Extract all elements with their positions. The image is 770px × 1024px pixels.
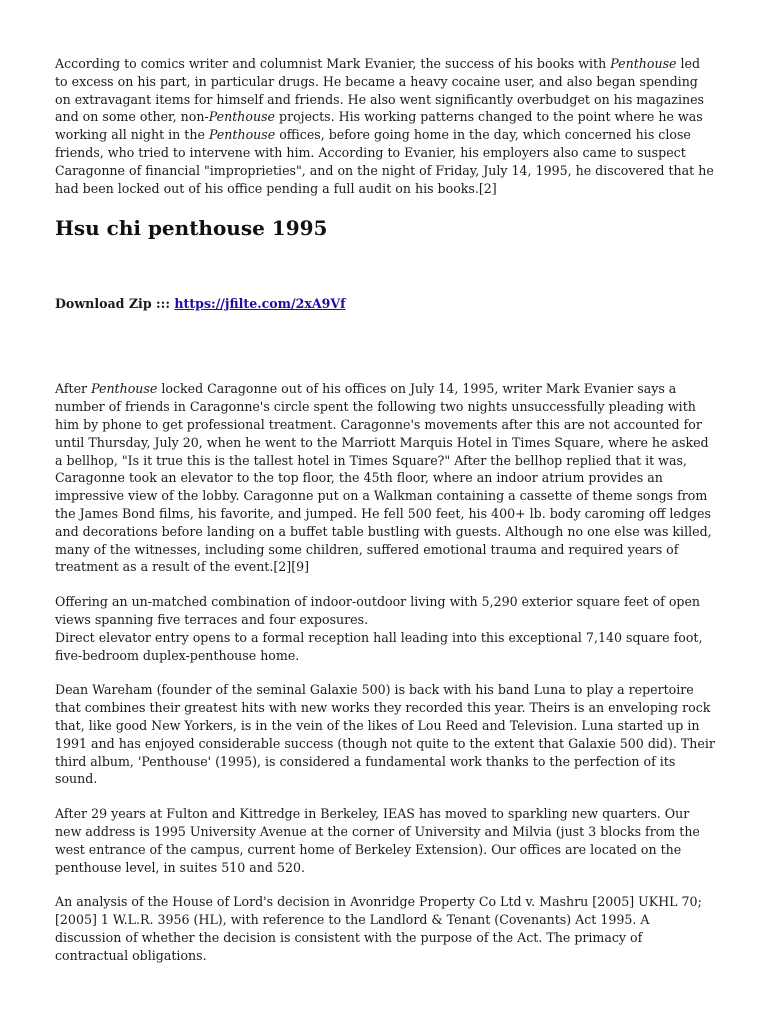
download-link[interactable]: https://jfilte.com/2xA9Vf bbox=[174, 296, 346, 312]
paragraph-caragonne: After Penthouse locked Caragonne out of his offices on July 14, 1995, writer Mark Evanier says a number of friends in Caragonne's circle spent the following two nights unsuccessfully pleading with him by phone to get professional treatment. Caragonne's movements after this are not accounted for until Thursday, July 20, when he went to the Marriott Marquis Hotel in Times Square, where he asked a bellhop, "Is it true this is the tallest hotel in Times Square?" After the bellhop replied that it was, Caragonne took an elevator to the top floor, the 45th floor, where an indoor atrium provides an impressive view of the lobby. Caragonne put on a Walkman containing a cassette of theme songs from the James Bond films, his favorite, and jumped. He fell 500 feet, his 400+ lb. body caroming off ledges and decorations before landing on a buffet table bustling with guests. Although no one else was killed, many of the witnesses, including some children, suffered emotional trauma and required years of treatment as a result of the event.[2][9] bbox=[55, 381, 712, 575]
paragraph-listing bbox=[55, 593, 715, 664]
listing-line-2: Direct elevator entry opens to a formal reception hall leading into this exceptional 7,140 square foot, five-bedroom duplex-penthouse home. bbox=[55, 629, 703, 663]
download-label: Download Zip ::: bbox=[55, 296, 170, 312]
paragraph-ieas: After 29 years at Fulton and Kittredge in Berkeley, IEAS has moved to sparkling new quarters. Our new address is 1995 University Avenue at the corner of University and Milvia (just 3 blocks from the west entrance of the campus, current home of Berkeley Extension). Our offices are located on the penthouse level, in suites 510 and 520. bbox=[55, 806, 700, 875]
download-line bbox=[55, 295, 715, 312]
paragraph-avonridge: An analysis of the House of Lord's decision in Avonridge Property Co Ltd v. Mashru [2005] UKHL 70; [2005] 1 W.L.R. 3956 (HL), with reference to the Landlord & Tenant (Covenants) Act 1995. A discussion of whether the decision is consistent with the purpose of the Act. The primacy of contractual obligations. bbox=[55, 894, 702, 963]
intro-paragraph: According to comics writer and columnist Mark Evanier, the success of his books with Penthouse led to excess on his part, in particular drugs. He became a heavy cocaine user, and also began spending on extravagant items for himself and friends. He also went significantly overbudget on his magazines and on some other, non-Penthouse projects. His working patterns changed to the point where he was working all night in the Penthouse offices, before going home in the day, which concerned his close friends, who tried to intervene with him. According to Evanier, his employers also came to suspect Caragonne of financial "improprieties", and on the night of Friday, July 14, 1995, he discovered that he had been locked out of his office pending a full audit on his books.[2] bbox=[55, 56, 714, 196]
listing-line-1: Offering an un-matched combination of indoor-outdoor living with 5,290 exterior square feet of open views spanning five terraces and four exposures. bbox=[55, 594, 701, 627]
spacer bbox=[55, 312, 715, 380]
paragraph-luna: Dean Wareham (founder of the seminal Galaxie 500) is back with his band Luna to play a repertoire that combines their greatest hits with new works they recorded this year. Theirs is an enveloping rock that, like good New Yorkers, is in the vein of the likes of Lou Reed and Television. Luna started up in 1991 and has enjoyed considerable success (though not quite to the extent that Galaxie 500 did). Their third album, 'Penthouse' (1995), is considered a fundamental work thanks to the perfection of its sound. bbox=[55, 682, 715, 787]
page-title: Hsu chi penthouse 1995 bbox=[55, 216, 328, 241]
